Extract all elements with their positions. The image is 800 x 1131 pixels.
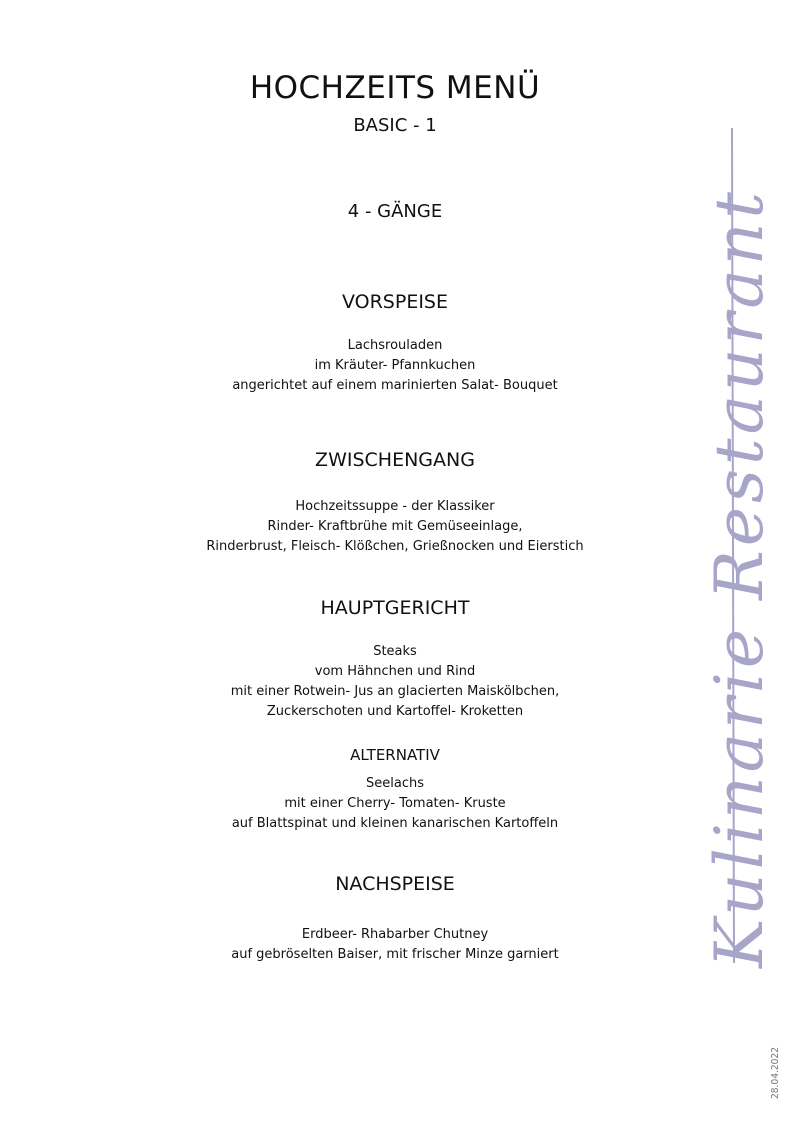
section-body-vorspeise: [0, 336, 790, 396]
menu-line: Rinder- Kraftbrühe mit Gemüseeinlage,: [267, 519, 523, 534]
section-title-nachspeise: NACHSPEISE: [335, 873, 455, 895]
menu-line: vom Hähnchen und Rind: [314, 664, 476, 679]
menu-line: mit einer Cherry- Tomaten- Kruste: [284, 796, 506, 811]
signature-text: Kulinarie Restaurant: [701, 189, 778, 968]
menu-line: auf Blattspinat und kleinen kanarischen Kartoffeln: [231, 816, 559, 831]
section-body-hauptgericht: [0, 642, 790, 722]
restaurant-signature: [682, 118, 792, 978]
menu-line: Hochzeitssuppe - der Klassiker: [295, 499, 495, 514]
menu-line: Rinderbrust, Fleisch- Klößchen, Grießnocken und Eierstich: [206, 539, 584, 554]
menu-line: Lachsrouladen: [347, 338, 443, 353]
section-title-vorspeise: VORSPEISE: [341, 291, 448, 313]
menu-subtitle: BASIC - 1: [353, 115, 437, 136]
date-stamp: [754, 1046, 794, 1100]
section-title-zwischengang: ZWISCHENGANG: [315, 449, 475, 471]
section-body-zwischengang: [0, 497, 790, 557]
menu-line: auf gebröselten Baiser, mit frischer Minze garniert: [231, 947, 559, 962]
menu-line: Steaks: [373, 644, 417, 659]
alternative-body: [0, 774, 790, 834]
course-count: 4 - GÄNGE: [347, 201, 443, 222]
alternative-title: ALTERNATIV: [350, 746, 440, 764]
menu-line: im Kräuter- Pfannkuchen: [314, 358, 476, 373]
menu-line: Seelachs: [366, 776, 424, 791]
menu-line: mit einer Rotwein- Jus an glacierten Maiskölbchen,: [230, 684, 560, 699]
menu-line: Zuckerschoten und Kartoffel- Kroketten: [266, 704, 524, 719]
section-body-nachspeise: [0, 925, 790, 965]
menu-title: HOCHZEITS MENÜ: [249, 70, 541, 106]
menu-line: angerichtet auf einem marinierten Salat- Bouquet: [232, 378, 558, 393]
menu-line: Erdbeer- Rhabarber Chutney: [301, 927, 489, 942]
section-title-hauptgericht: HAUPTGERICHT: [320, 597, 470, 619]
date-text: 28.04.2022: [770, 1046, 781, 1099]
